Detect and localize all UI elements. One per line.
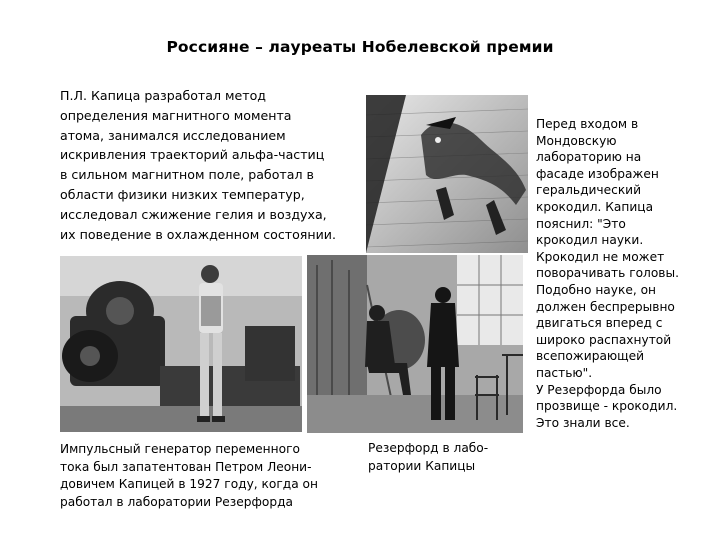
- slide-title: Россияне – лауреаты Нобелевской премии: [166, 38, 554, 56]
- kapitsa-generator-photo: [60, 256, 302, 432]
- rutherford-lab-photo: [307, 255, 523, 433]
- crocodile-relief-photo: [366, 95, 528, 253]
- intro-paragraph: П.Л. Капица разработал метод определения магнитного момента атома, занимался исследованием искривления траекторий альфа-частиц в сильном магнитном поле, работал в области физики низких температур, исследовал сжижение гелия и воздуха, их поведение в охлажденном состоянии.: [60, 88, 336, 242]
- crocodile-story-text: Перед входом в Мондовскую лабораторию на фасаде изображен геральдический крокодил. Капица пояснил: "Это крокодил науки. Крокодил не может поворачивать головы. Подобно науке, он должен беспрерывно двигаться вперед с широко распахнутой всепожирающей пастью". У Резерфорда было прозвище - крокодил. Это знали все.: [536, 117, 679, 430]
- generator-caption: Импульсный генератор переменного тока был запатентован Петром Леони- довичем Капицей в 1927 году, когда он работал в лаборатории Резерфорда: [60, 442, 318, 509]
- rutherford-caption: Резерфорд в лабо- ратории Капицы: [368, 441, 489, 473]
